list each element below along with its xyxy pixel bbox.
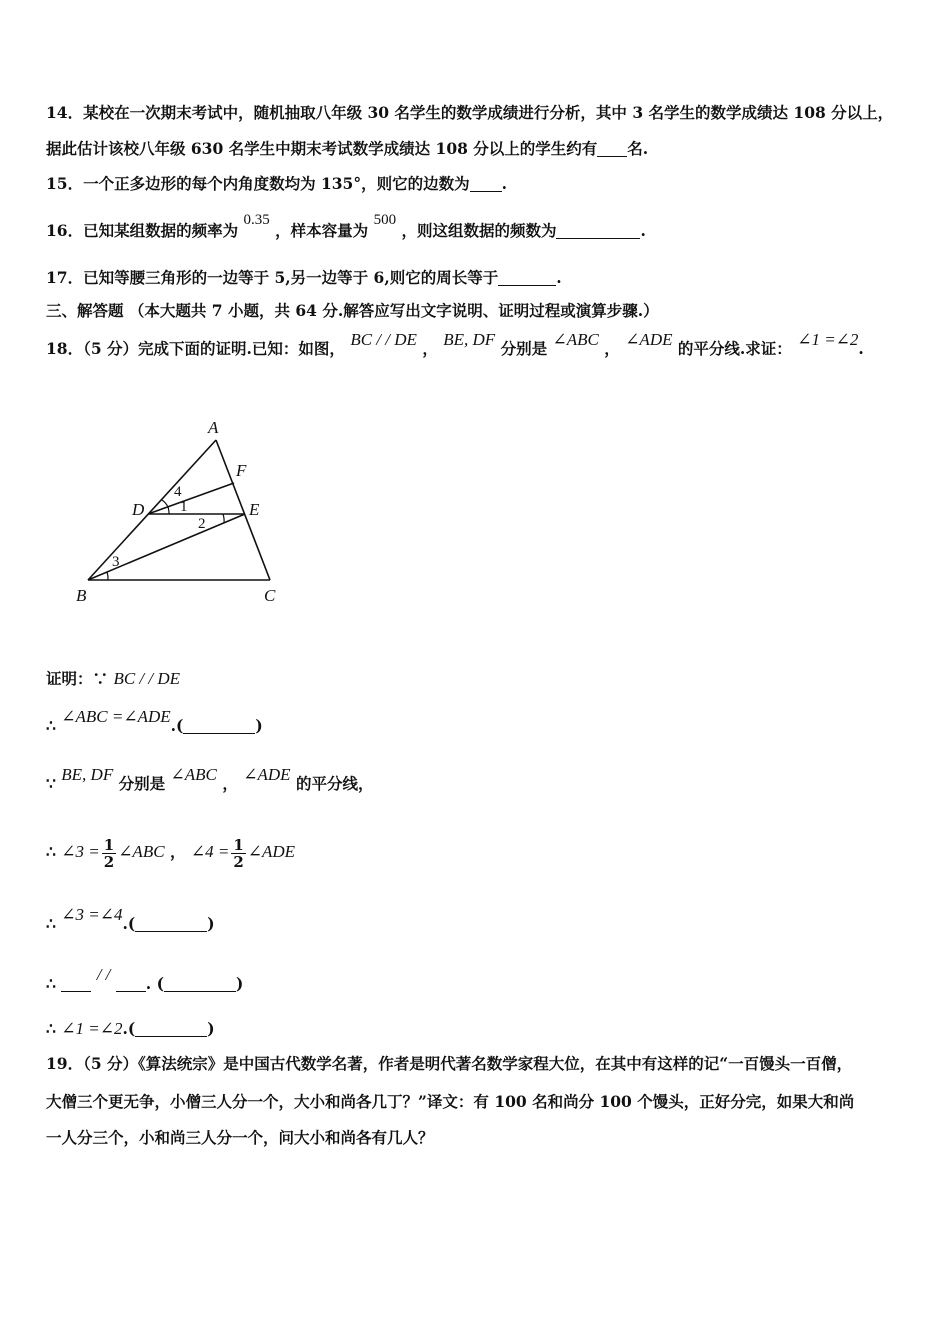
q18-text-c: 的平分线.求证： — [677, 339, 792, 358]
segment-be — [88, 514, 245, 580]
proof-parallel: BC / / DE — [113, 669, 181, 688]
proof-angle-ade-2: ∠ADE — [247, 842, 296, 861]
q18-text-a: 18．（5 分）完成下面的证明.已知：如图， — [46, 339, 345, 358]
proof-parallel-blank-right[interactable] — [116, 975, 146, 992]
proof-angle3-eq-angle4: ∠3 =∠4 — [61, 905, 123, 924]
q16-text-b: ，样本容量为 — [275, 221, 369, 240]
proof-line-3-sep: ， — [222, 774, 238, 793]
q15-text: 15．一个正多边形的每个内角度数均为 135°，则它的边数为 — [46, 174, 470, 193]
q16-frequency: 0.35 — [243, 212, 270, 228]
proof-line-3 — [46, 765, 374, 795]
proof-reason-blank-1[interactable] — [183, 717, 255, 734]
proof-line-3-text-a: 分别是 — [118, 774, 166, 793]
because-symbol: ∵ — [92, 669, 109, 688]
label-e: E — [249, 500, 260, 519]
fraction-one-half-b — [231, 837, 245, 870]
proof-line-5-open: .( — [122, 914, 136, 933]
fraction-numerator: 1 — [103, 835, 115, 854]
label-angle-4: 4 — [174, 484, 182, 500]
therefore-symbol-3: ∴ — [46, 914, 56, 933]
proof-line-2-open: .( — [170, 716, 184, 735]
proof-bisectors: BE, DF — [61, 765, 114, 784]
label-d: D — [132, 500, 145, 519]
q18-angle-ade: ∠ADE — [625, 330, 673, 349]
label-f: F — [236, 461, 247, 480]
q18-given-bisectors: BE, DF — [443, 330, 496, 349]
label-b: B — [76, 586, 87, 605]
q16-sample-size: 500 — [373, 212, 397, 228]
arc-angle-3 — [107, 572, 108, 580]
therefore-symbol: ∴ — [46, 716, 56, 735]
proof-parallel-blank-left[interactable] — [61, 975, 91, 992]
proof-line-7-open: .( — [122, 1019, 136, 1038]
q17-text: 17．已知等腰三角形的一边等于 5,另一边等于 6,则它的周长等于 — [46, 268, 499, 287]
proof-line-6 — [46, 965, 244, 995]
proof-line-2 — [46, 707, 263, 737]
q19-line2: 大僧三个更无争，小僧三人分一个，大小和尚各几丁？”译文：有 100 名和尚分 100 个馒头，正好分完，如果大和尚 — [46, 1092, 855, 1111]
q18-text-b: 分别是 — [500, 339, 548, 358]
q16-end: . — [640, 221, 646, 240]
therefore-symbol-2: ∴ — [46, 842, 56, 861]
q19-line3: 一人分三个，小和尚三人分一个，问大小和尚各有几人？ — [46, 1128, 434, 1147]
section-heading: 三、解答题 （本大题共 7 小题，共 64 分.解答应写出文字说明、证明过程或演算步骤.） — [46, 301, 659, 320]
proof-parallel-symbol: / / — [96, 965, 111, 984]
because-symbol-2: ∵ — [46, 774, 56, 793]
q18-to-prove: ∠1 =∠2 — [797, 330, 859, 349]
q16-text-c: ，则这组数据的频数为 — [401, 221, 557, 240]
proof-angle3-eq: ∠3 = — [61, 842, 100, 861]
proof-line-2-close: ) — [255, 716, 263, 735]
proof-label: 证明： — [46, 669, 93, 688]
q14-line1: 14．某校在一次期末考试中，随机抽取八年级 30 名学生的数学成绩进行分析，其中 3 名学生的数学成绩达 108 分以上， — [46, 103, 894, 122]
proof-angle-abc: ∠ABC — [170, 765, 217, 784]
segment-df — [148, 483, 234, 514]
proof-line-7-close: ) — [207, 1019, 215, 1038]
arc-angle-4 — [162, 500, 168, 507]
label-angle-3: 3 — [112, 554, 120, 570]
proof-reason-blank-2[interactable] — [135, 915, 207, 932]
q19-line1: 19．（5 分）《算法统宗》是中国古代数学名著，作者是明代著名数学家程大位，在其中有这样的记“一百馒头一百僧， — [46, 1054, 853, 1073]
arc-angle-1 — [168, 507, 169, 514]
label-a: A — [208, 418, 219, 437]
q18-angle-abc: ∠ABC — [552, 330, 599, 349]
q14-end: 名. — [627, 139, 649, 158]
proof-line-5 — [46, 905, 215, 935]
label-c: C — [264, 586, 276, 605]
therefore-symbol-4: ∴ — [46, 974, 56, 993]
therefore-symbol-5: ∴ — [46, 1019, 56, 1038]
proof-angle-abc-2: ∠ABC — [118, 842, 165, 861]
label-angle-1: 1 — [180, 499, 188, 515]
proof-reason-blank-3[interactable] — [164, 975, 236, 992]
proof-line-4-sep: ， — [169, 842, 186, 861]
proof-angle4-eq: ∠4 = — [190, 842, 230, 861]
proof-line-4 — [46, 832, 295, 876]
q18-sep1: ， — [422, 339, 438, 358]
q17-end: . — [556, 268, 562, 287]
label-angle-2: 2 — [198, 516, 206, 532]
fraction-numerator-2: 1 — [233, 835, 244, 854]
fraction-one-half-a — [102, 837, 116, 870]
q18-given-parallel: BC / / DE — [350, 330, 417, 349]
proof-conclusion: ∠1 =∠2 — [61, 1019, 123, 1038]
q15-end: . — [501, 174, 507, 193]
q16-text-a: 16．已知某组数据的频率为 — [46, 221, 239, 240]
proof-angle-ade: ∠ADE — [243, 765, 291, 784]
arc-angle-2 — [223, 514, 224, 523]
proof-line-6-close: ) — [235, 974, 244, 993]
fraction-denominator-2: 2 — [233, 852, 244, 871]
q18-end: . — [858, 339, 864, 358]
proof-line-1 — [46, 668, 180, 690]
segment-ab — [88, 440, 216, 580]
proof-line-5-close: ) — [207, 914, 215, 933]
proof-line-7 — [46, 1018, 215, 1040]
proof-line-3-text-b: 的平分线， — [295, 774, 374, 793]
proof-line-6-open: . ( — [145, 974, 164, 993]
q14-text: 据此估计该校八年级 630 名学生中期末考试数学成绩达 108 分以上的学生约有 — [46, 139, 598, 158]
q18-sep2: ， — [604, 339, 620, 358]
fraction-denominator: 2 — [103, 852, 115, 871]
proof-reason-blank-4[interactable] — [135, 1020, 207, 1037]
proof-angles-equal: ∠ABC =∠ADE — [61, 707, 171, 726]
